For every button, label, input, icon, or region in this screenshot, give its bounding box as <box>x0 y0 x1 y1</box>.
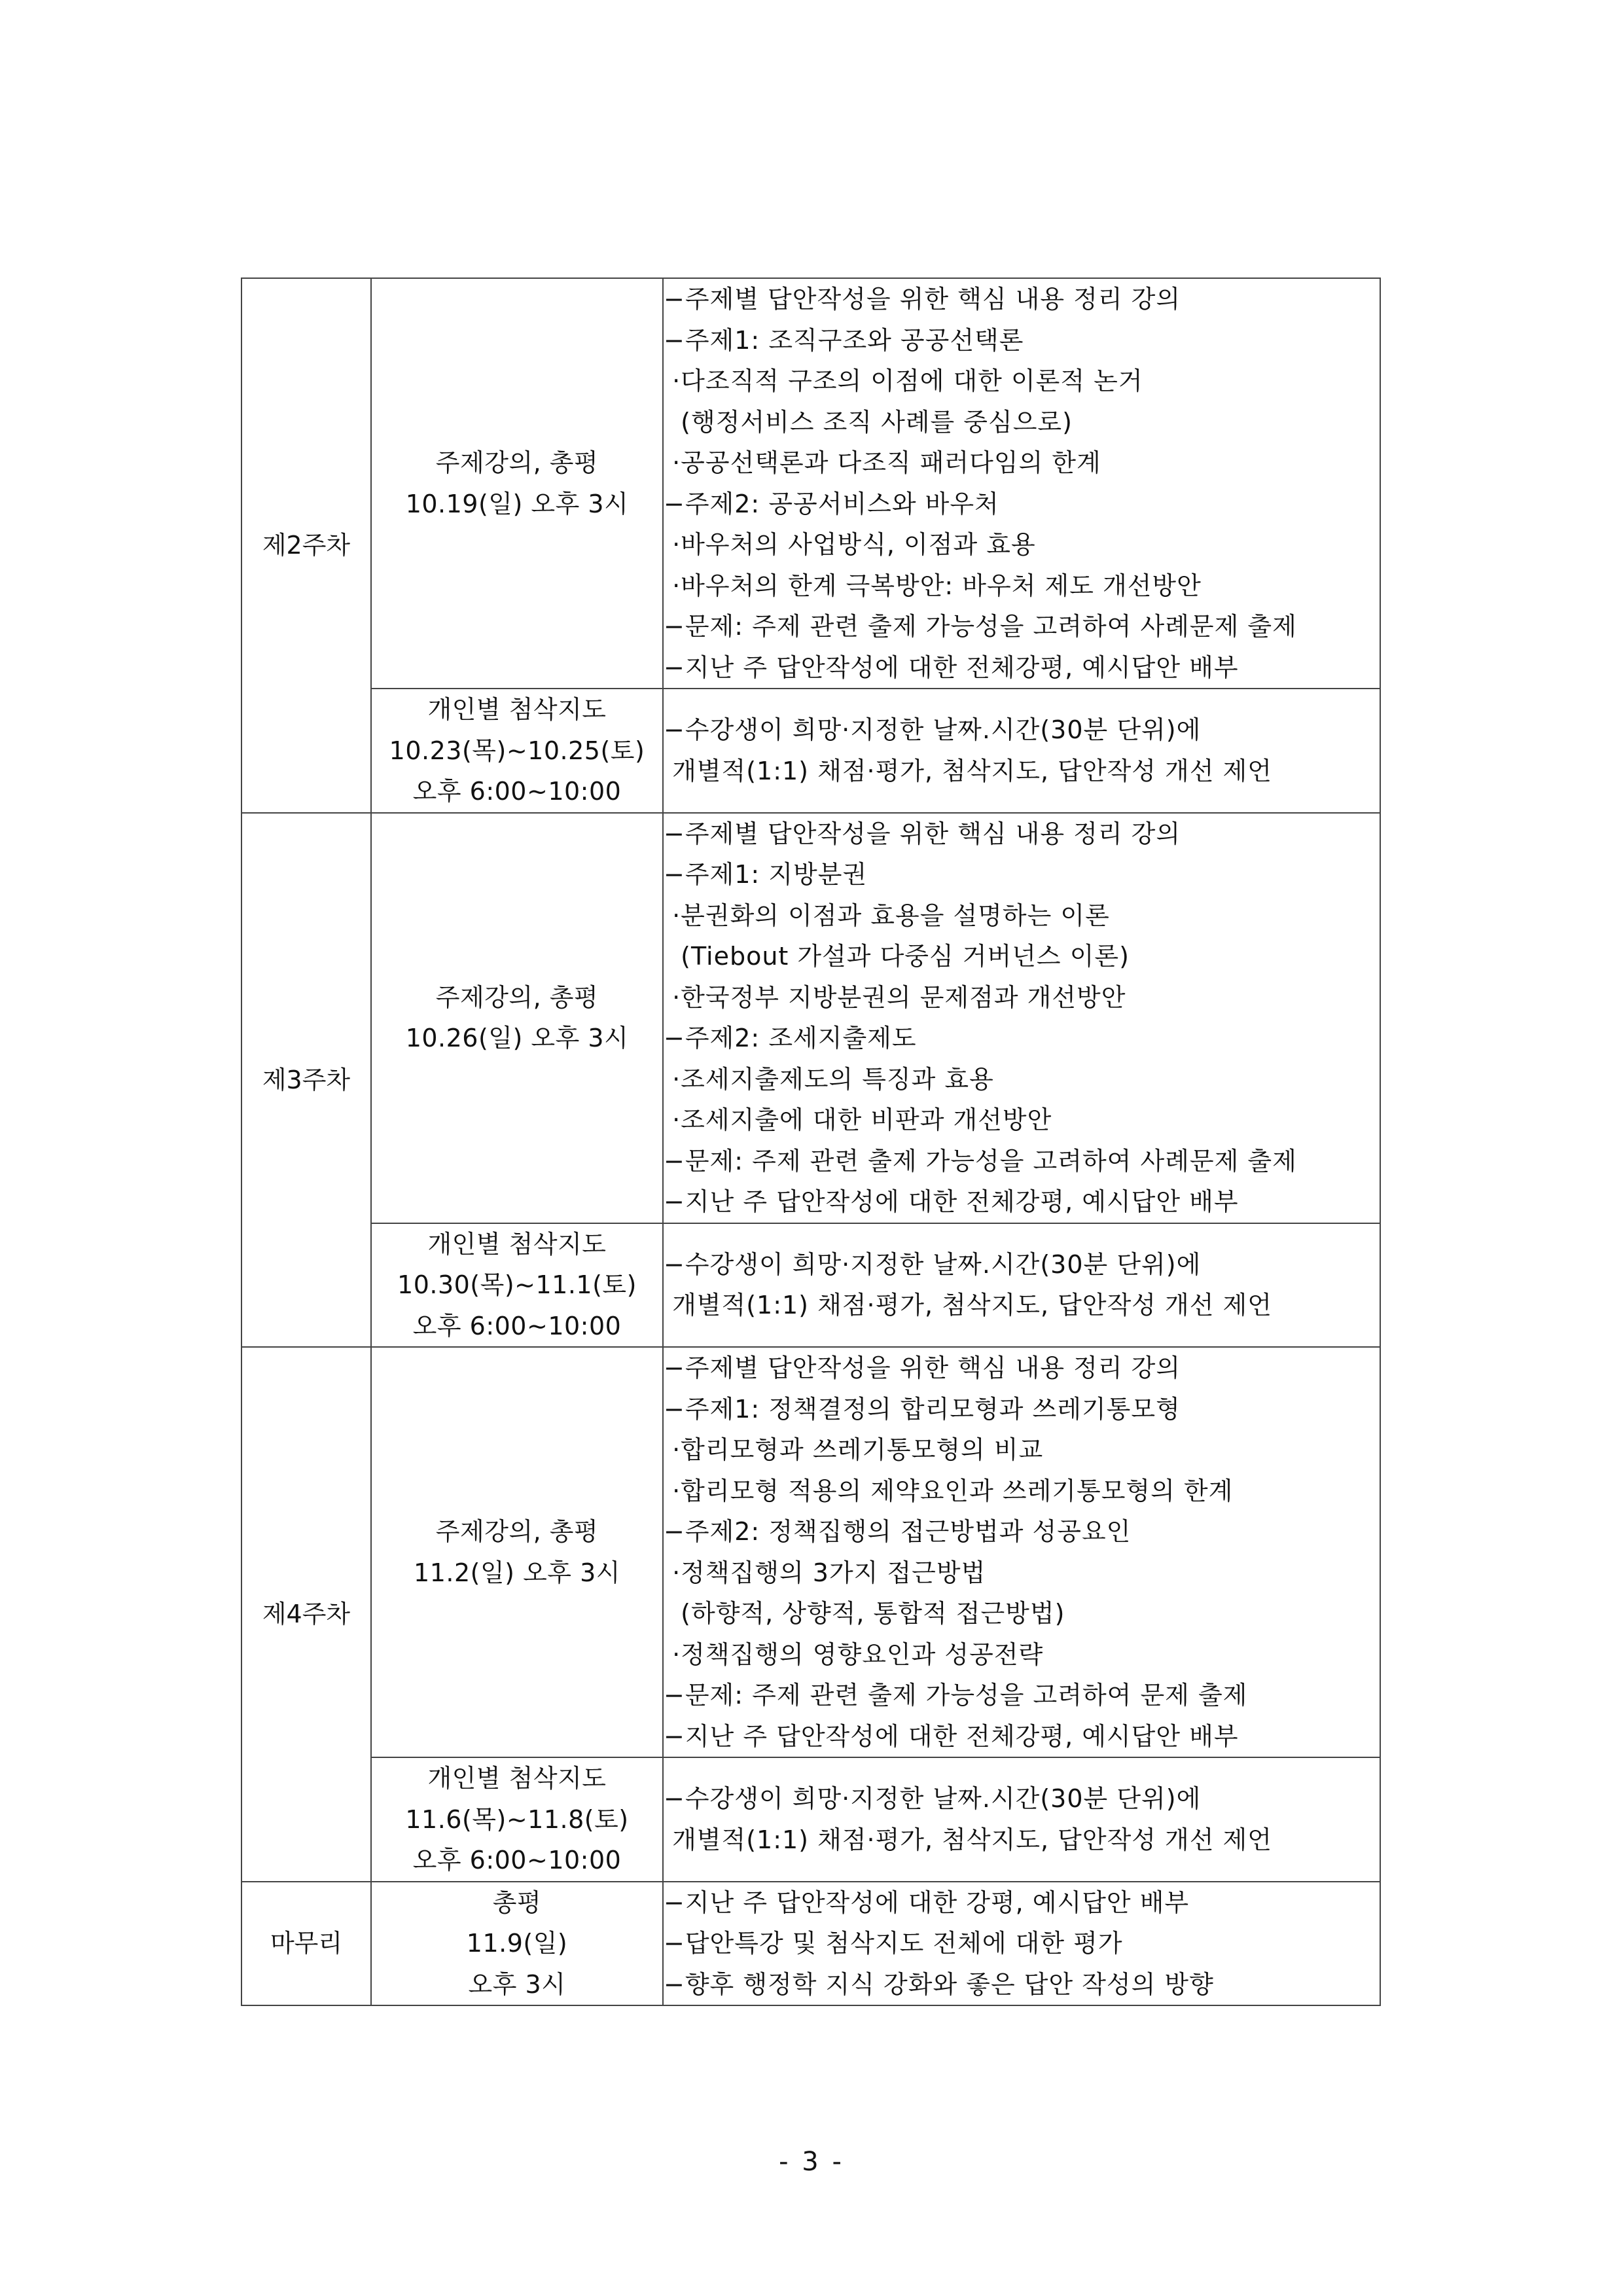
session-content-line: −문제: 주제 관련 출제 가능성을 고려하여 사례문제 출제 <box>664 1146 1297 1175</box>
session-content-line: −주제1: 지방분권 <box>664 860 868 889</box>
session-content-line: ·정책집행의 영향요인과 성공전략 <box>664 1640 1044 1669</box>
session-content-line: −주제별 답안작성을 위한 핵심 내용 정리 강의 <box>664 285 1181 314</box>
session-content-line: 개별적(1:1) 채점·평가, 첨삭지도, 답안작성 개선 제언 <box>664 1291 1272 1320</box>
schedule-row <box>241 1882 1380 2006</box>
session-title-line: 10.26(일) 오후 3시 <box>405 1024 629 1052</box>
schedule-row <box>241 278 1380 689</box>
session-title-cell <box>371 689 663 813</box>
schedule-row <box>241 813 1380 1223</box>
week-label: 마무리 <box>270 1929 343 1958</box>
session-content-line: −향후 행정학 지식 강화와 좋은 답안 작성의 방향 <box>664 1969 1214 1999</box>
session-content-line: −주제별 답안작성을 위한 핵심 내용 정리 강의 <box>664 819 1181 848</box>
session-content-line: −지난 주 답안작성에 대한 전체강평, 예시답안 배부 <box>664 1721 1239 1751</box>
session-title-line: 개인별 첨삭지도 <box>427 1764 607 1793</box>
session-content-line: ·합리모형 적용의 제약요인과 쓰레기통모형의 한계 <box>664 1476 1234 1505</box>
session-content-line: ·바우처의 사업방식, 이점과 효용 <box>664 530 1036 559</box>
session-content-line: −주제2: 공공서비스와 바우처 <box>664 489 999 518</box>
session-content-line: ·다조직적 구조의 이점에 대한 이론적 논거 <box>664 367 1143 395</box>
session-title-cell <box>371 1882 663 2006</box>
schedule-row <box>241 689 1380 813</box>
session-content-cell <box>663 813 1380 1223</box>
session-title-cell <box>371 1757 663 1882</box>
session-content-cell <box>663 1882 1380 2006</box>
session-content-cell <box>663 1223 1380 1348</box>
session-content-line: ·공공선택론과 다조직 패러다임의 한계 <box>664 448 1101 477</box>
schedule-row <box>241 1347 1380 1757</box>
session-title-line: 오후 6:00~10:00 <box>412 1846 622 1874</box>
session-title-line: 오후 6:00~10:00 <box>412 777 622 806</box>
session-title-line: 오후 6:00~10:00 <box>412 1311 622 1340</box>
week-label-cell <box>241 813 371 1348</box>
session-title-line: 총평 <box>492 1888 542 1917</box>
session-content-line: 개별적(1:1) 채점·평가, 첨삭지도, 답안작성 개선 제언 <box>664 756 1272 785</box>
session-title-line: 10.23(목)~10.25(토) <box>389 736 645 765</box>
session-content-line: ·합리모형과 쓰레기통모형의 비교 <box>664 1435 1044 1464</box>
session-content-line: −지난 주 답안작성에 대한 강평, 예시답안 배부 <box>664 1888 1190 1917</box>
session-title-line: 10.30(목)~11.1(토) <box>397 1270 637 1299</box>
week-label-cell <box>241 1882 371 2006</box>
session-content-line: ·한국정부 지방분권의 문제점과 개선방안 <box>664 982 1126 1012</box>
session-content-cell <box>663 278 1380 689</box>
session-content-line: −지난 주 답안작성에 대한 전체강평, 예시답안 배부 <box>664 653 1239 682</box>
session-content-line: −문제: 주제 관련 출제 가능성을 고려하여 문제 출제 <box>664 1681 1248 1710</box>
session-content-cell <box>663 689 1380 813</box>
session-content-line: −문제: 주제 관련 출제 가능성을 고려하여 사례문제 출제 <box>664 612 1297 641</box>
session-content-line: −수강생이 희망·지정한 날짜.시간(30분 단위)에 <box>664 1784 1202 1814</box>
session-content-cell <box>663 1347 1380 1757</box>
session-title-cell <box>371 1223 663 1348</box>
schedule-row <box>241 1757 1380 1882</box>
session-title-line: 11.6(목)~11.8(토) <box>405 1804 629 1834</box>
session-content-line: ·분권화의 이점과 효용을 설명하는 이론 <box>664 901 1110 930</box>
week-label-cell <box>241 278 371 813</box>
session-content-line: −답안특강 및 첨삭지도 전체에 대한 평가 <box>664 1929 1123 1958</box>
session-content-line: −주제별 답안작성을 위한 핵심 내용 정리 강의 <box>664 1354 1181 1382</box>
session-content-cell <box>663 1757 1380 1882</box>
session-content-line: (Tiebout 가설과 다중심 거버넌스 이론) <box>664 942 1130 971</box>
session-title-line: 10.19(일) 오후 3시 <box>405 489 629 518</box>
session-title-line: 개인별 첨삭지도 <box>427 1229 607 1259</box>
schedule-table-body <box>241 278 1380 2005</box>
session-content-line: 개별적(1:1) 채점·평가, 첨삭지도, 답안작성 개선 제언 <box>664 1825 1272 1854</box>
session-title-line: 주제강의, 총평 <box>435 982 599 1012</box>
session-title-line: 11.2(일) 오후 3시 <box>414 1558 620 1587</box>
page-number: - 3 - <box>779 2147 844 2177</box>
session-content-line: −주제1: 조직구조와 공공선택론 <box>664 325 1024 355</box>
session-content-line: ·정책집행의 3가지 접근방법 <box>664 1558 986 1587</box>
session-content-line: ·조세지출제도의 특징과 효용 <box>664 1064 994 1094</box>
session-title-cell <box>371 278 663 689</box>
session-title-line: 11.9(일) <box>466 1929 568 1958</box>
session-title-cell <box>371 813 663 1223</box>
session-content-line: (하향적, 상향적, 통합적 접근방법) <box>664 1599 1065 1628</box>
session-content-line: −주제2: 조세지출제도 <box>664 1024 917 1052</box>
session-content-line: (행정서비스 조직 사례를 중심으로) <box>664 407 1073 437</box>
session-content-line: −주제2: 정책집행의 접근방법과 성공요인 <box>664 1517 1132 1546</box>
session-content-line: ·바우처의 한계 극복방안: 바우처 제도 개선방안 <box>664 571 1202 600</box>
session-title-line: 주제강의, 총평 <box>435 448 599 477</box>
week-label: 제3주차 <box>262 1065 351 1094</box>
session-content-line: −수강생이 희망·지정한 날짜.시간(30분 단위)에 <box>664 1249 1202 1279</box>
schedule-table <box>241 278 1381 2006</box>
schedule-row <box>241 1223 1380 1348</box>
session-content-line: ·조세지출에 대한 비판과 개선방안 <box>664 1105 1052 1134</box>
week-label: 제4주차 <box>262 1600 351 1628</box>
session-title-line: 오후 3시 <box>468 1969 566 1999</box>
week-label-cell <box>241 1347 371 1882</box>
week-label: 제2주차 <box>262 531 351 560</box>
session-title-cell <box>371 1347 663 1757</box>
session-content-line: −주제1: 정책결정의 합리모형과 쓰레기통모형 <box>664 1394 1181 1424</box>
session-title-line: 주제강의, 총평 <box>435 1517 599 1546</box>
session-title-line: 개인별 첨삭지도 <box>427 695 607 724</box>
session-content-line: −지난 주 답안작성에 대한 전체강평, 예시답안 배부 <box>664 1187 1239 1216</box>
session-content-line: −수강생이 희망·지정한 날짜.시간(30분 단위)에 <box>664 715 1202 745</box>
